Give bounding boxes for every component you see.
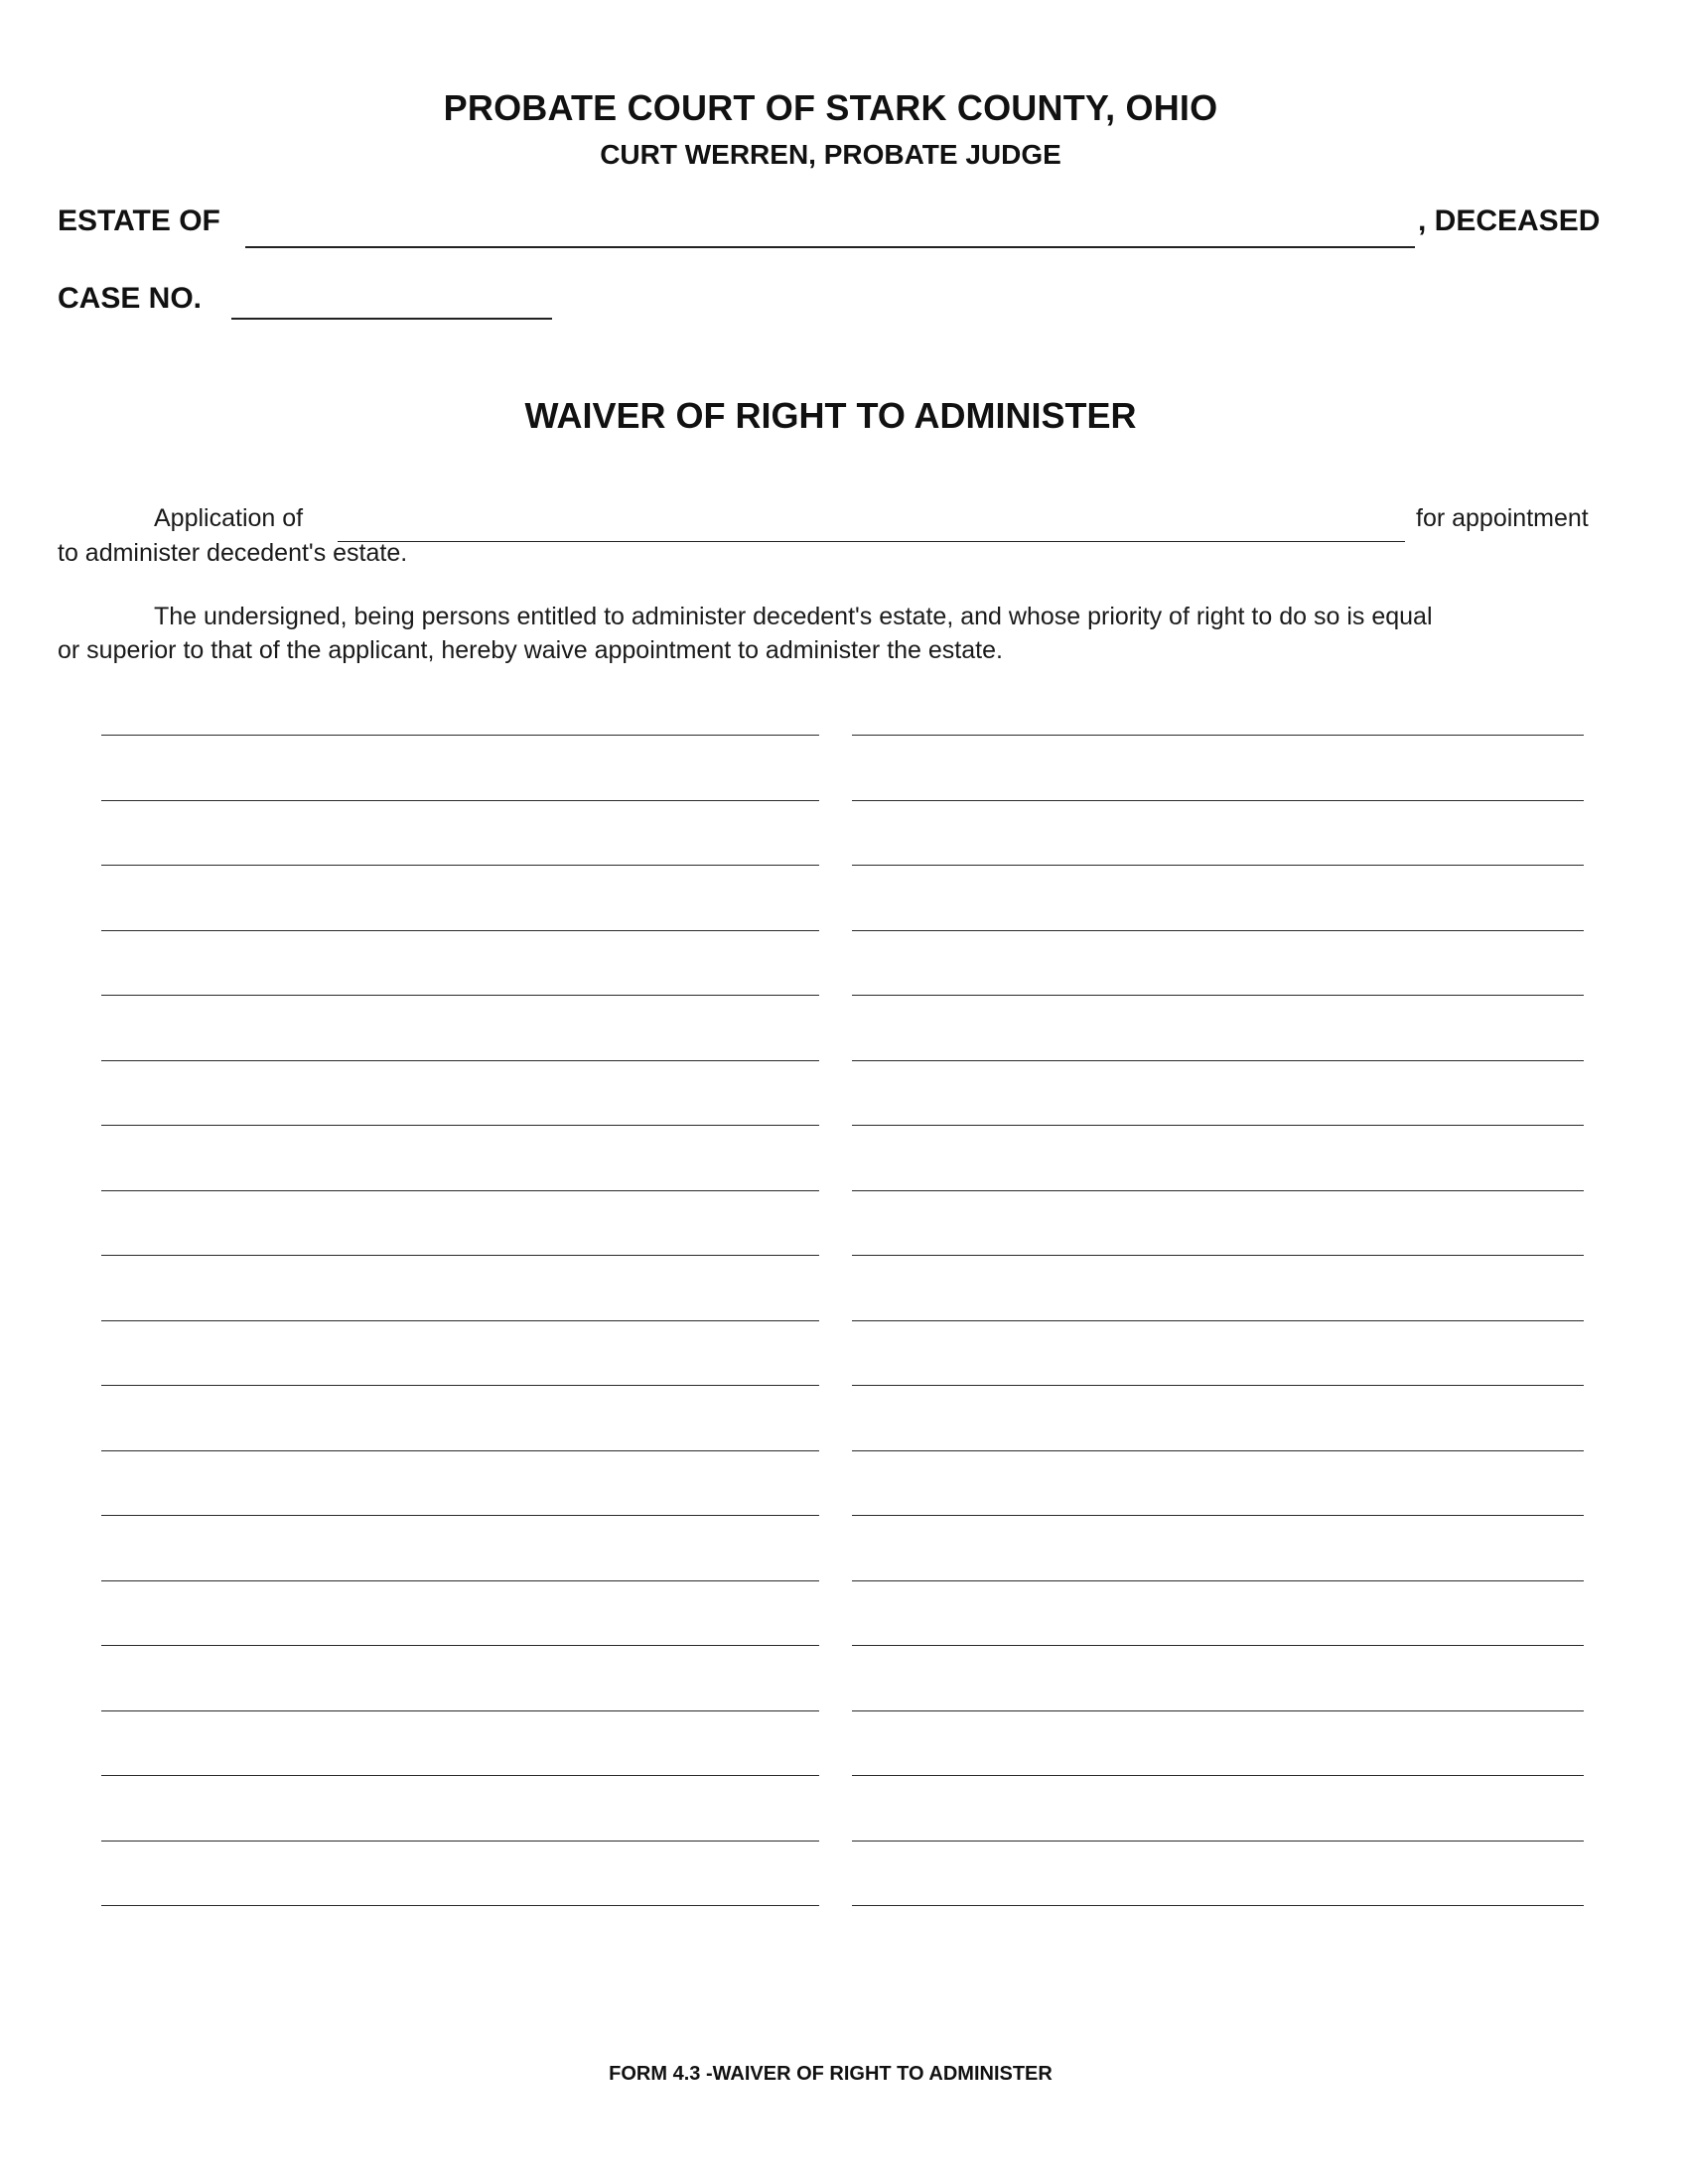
judge-line: CURT WERREN, PROBATE JUDGE <box>600 139 1061 170</box>
signature-line[interactable] <box>852 1905 1584 1906</box>
signature-line[interactable] <box>101 1775 819 1776</box>
application-prefix: Application of <box>154 504 304 532</box>
signature-line[interactable] <box>852 735 1584 736</box>
signature-line[interactable] <box>101 1320 819 1321</box>
estate-name-field[interactable] <box>245 246 1415 248</box>
signature-line[interactable] <box>852 1710 1584 1711</box>
applicant-name-field[interactable] <box>338 541 1405 542</box>
signature-line[interactable] <box>852 865 1584 866</box>
signature-line[interactable] <box>852 1775 1584 1776</box>
signature-line[interactable] <box>101 1385 819 1386</box>
signature-line[interactable] <box>101 1060 819 1061</box>
signature-line[interactable] <box>101 1255 819 1256</box>
signature-line[interactable] <box>101 1580 819 1581</box>
form-title: WAIVER OF RIGHT TO ADMINISTER <box>524 395 1137 436</box>
signature-line[interactable] <box>852 1645 1584 1646</box>
case-number-field[interactable] <box>231 318 552 320</box>
signature-line[interactable] <box>101 1645 819 1646</box>
case-number-label: CASE NO. <box>58 282 203 315</box>
signature-line[interactable] <box>101 930 819 931</box>
signature-line[interactable] <box>101 1841 819 1842</box>
signature-line[interactable] <box>852 1255 1584 1256</box>
signature-line[interactable] <box>852 1841 1584 1842</box>
application-suffix: for appointment <box>1416 504 1589 532</box>
signature-line[interactable] <box>852 1385 1584 1386</box>
signature-line[interactable] <box>852 930 1584 931</box>
signature-line[interactable] <box>101 1125 819 1126</box>
signature-line[interactable] <box>101 1905 819 1906</box>
signature-line[interactable] <box>852 1320 1584 1321</box>
signature-line[interactable] <box>101 735 819 736</box>
court-title: PROBATE COURT OF STARK COUNTY, OHIO <box>443 87 1218 128</box>
signature-line[interactable] <box>852 800 1584 801</box>
deceased-label: , DECEASED <box>1418 205 1601 237</box>
signature-line[interactable] <box>101 1190 819 1191</box>
signature-line[interactable] <box>101 1450 819 1451</box>
signature-line[interactable] <box>852 1580 1584 1581</box>
signature-line[interactable] <box>852 1450 1584 1451</box>
signature-line[interactable] <box>101 865 819 866</box>
form-footer: FORM 4.3 -WAIVER OF RIGHT TO ADMINISTER <box>609 2063 1053 2085</box>
estate-label: ESTATE OF <box>58 205 220 237</box>
signature-line[interactable] <box>852 1125 1584 1126</box>
signature-line[interactable] <box>101 1515 819 1516</box>
signature-line[interactable] <box>852 995 1584 996</box>
signature-line[interactable] <box>852 1190 1584 1191</box>
signature-line[interactable] <box>852 1515 1584 1516</box>
signature-line[interactable] <box>101 995 819 996</box>
signature-line[interactable] <box>101 800 819 801</box>
waiver-paragraph-line-2: or superior to that of the applicant, hereby waive appointment to administer the estate. <box>58 636 1003 664</box>
application-continuation: to administer decedent's estate. <box>58 539 408 567</box>
signature-line[interactable] <box>101 1710 819 1711</box>
signature-line[interactable] <box>852 1060 1584 1061</box>
waiver-paragraph-line-1: The undersigned, being persons entitled to administer decedent's estate, and whose priority of right to do so is equal <box>154 603 1433 630</box>
